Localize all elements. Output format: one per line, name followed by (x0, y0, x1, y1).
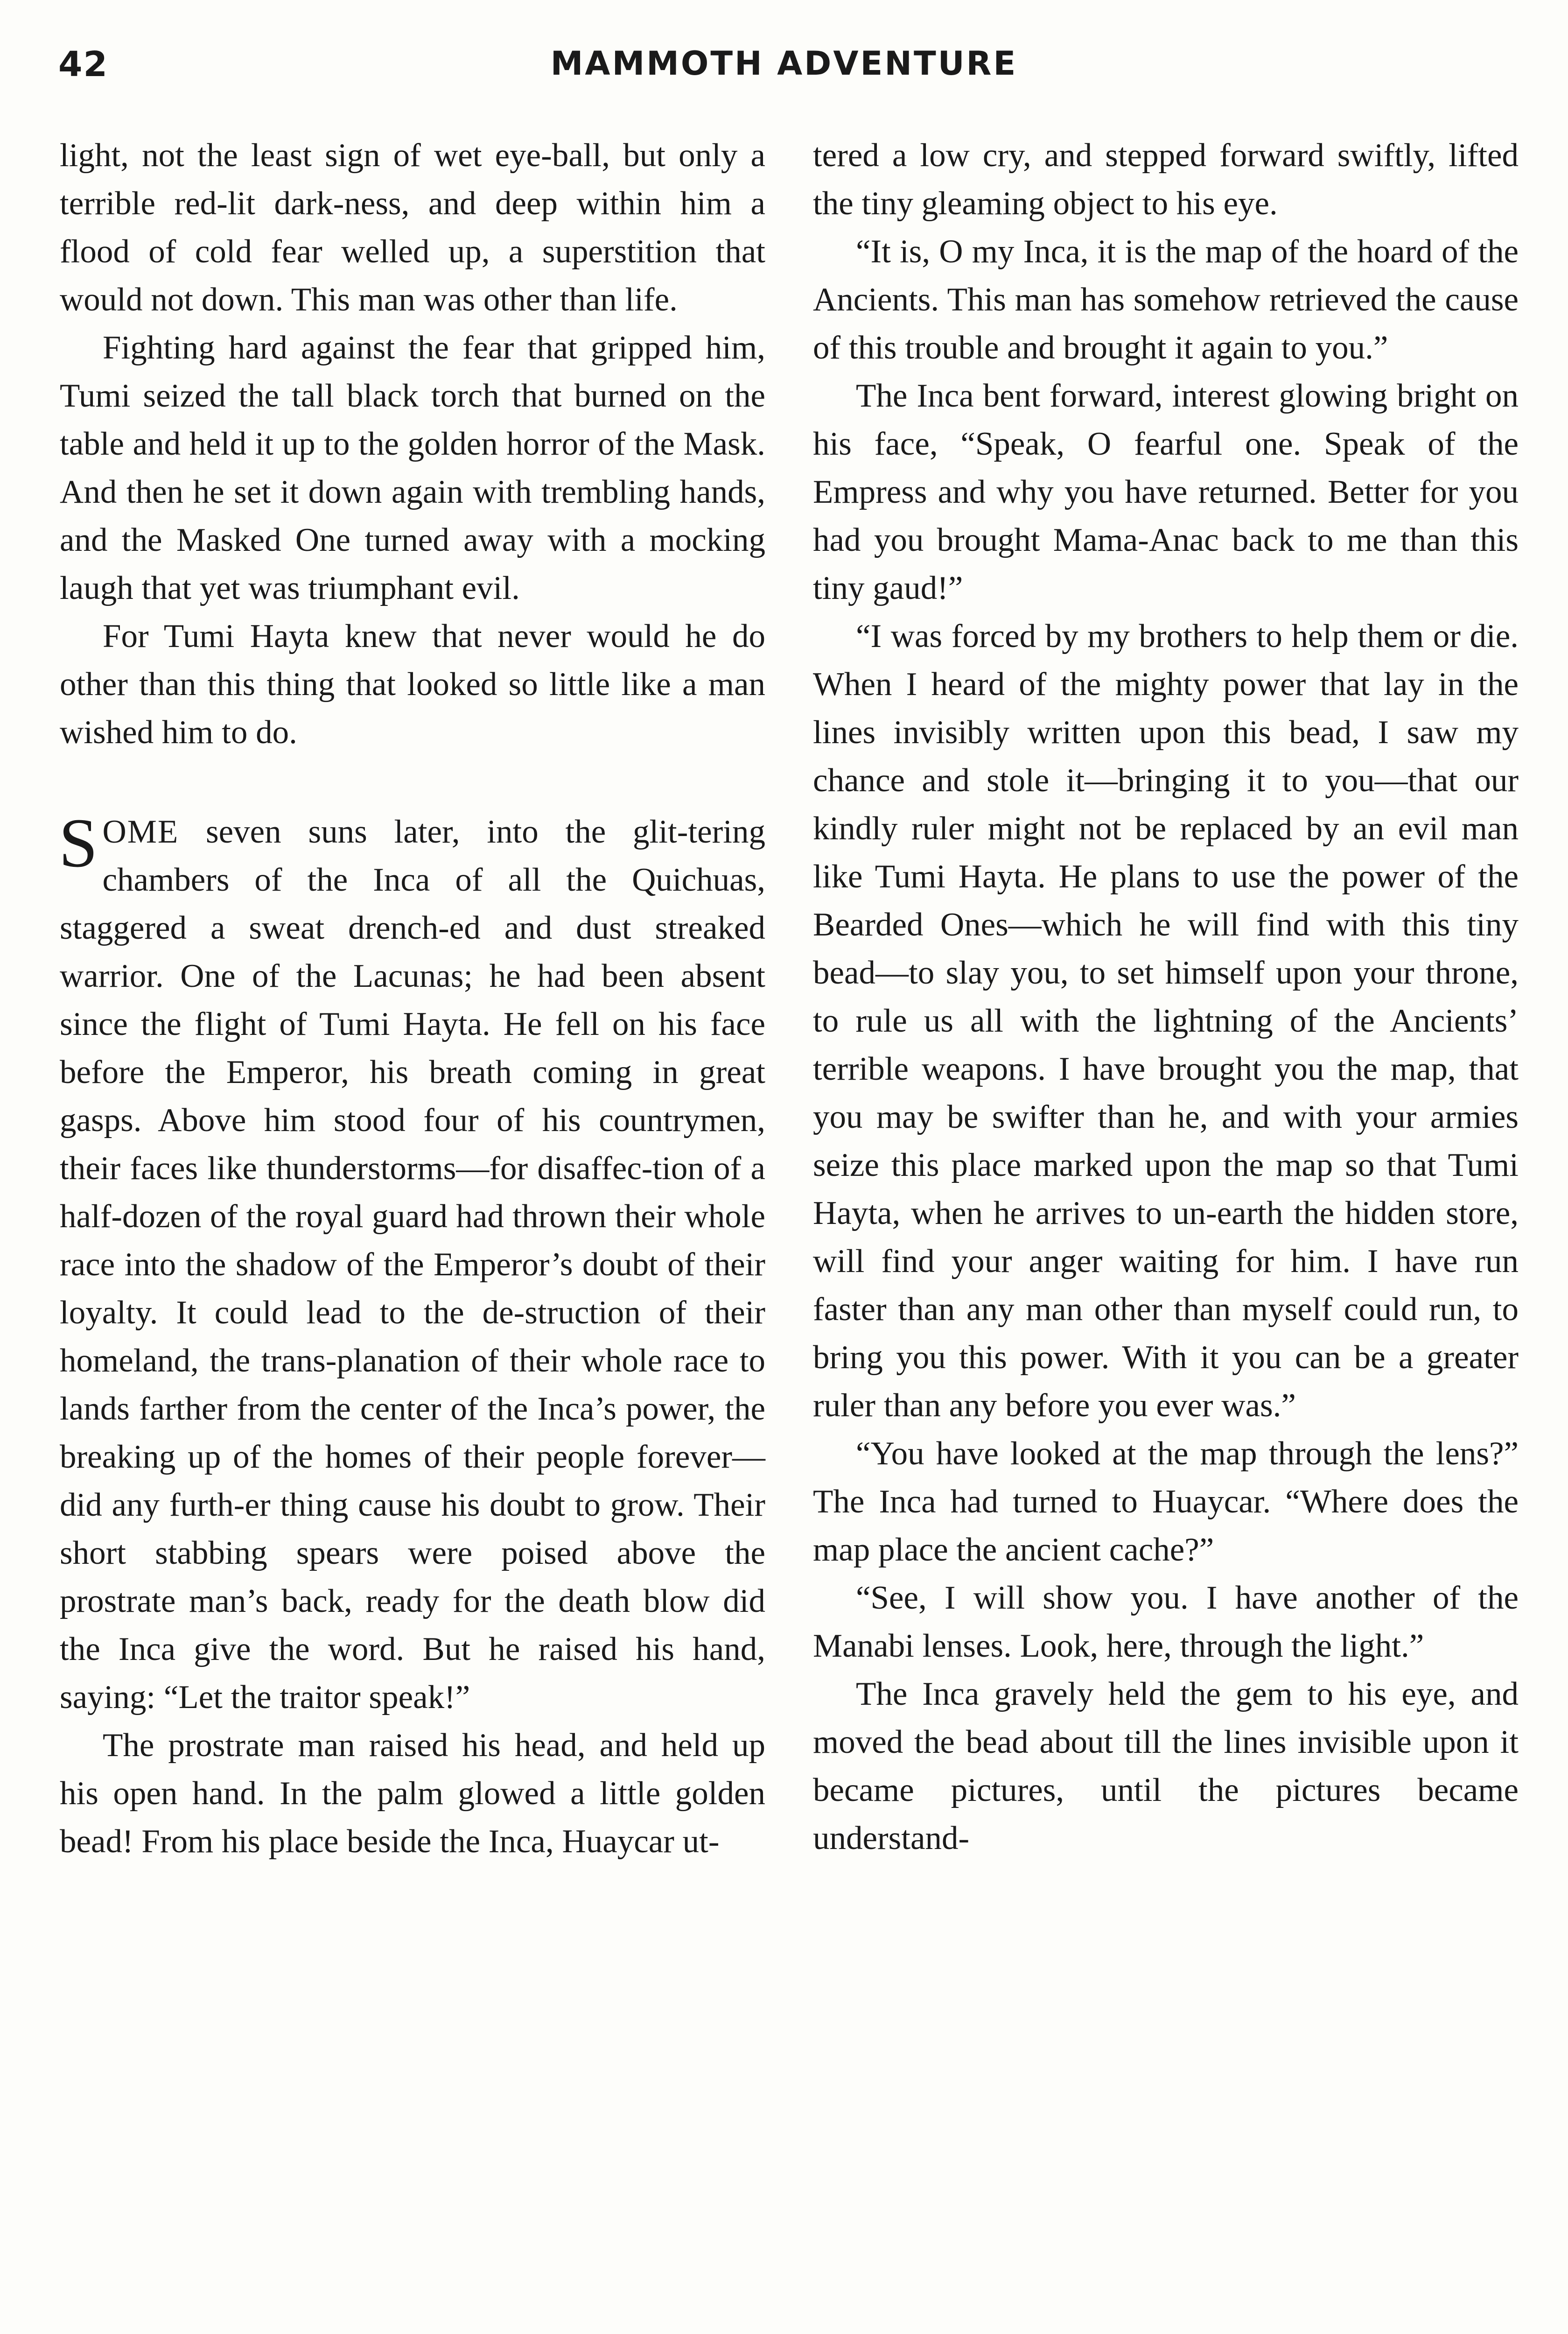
running-head: MAMMOTH ADVENTURE (550, 44, 1018, 83)
paragraph: The Inca bent forward, interest glowing bright on his face, “Speak, O fearful one. Speak of the Empress and why you have returned. Better for you had you brought Mama-Anac back to me than this tiny gaud!” (813, 378, 1519, 606)
paragraph: “It is, O my Inca, it is the map of the hoard of the Ancients. This man has somehow retrieved the cause of this trouble and brought it again to you.” (813, 233, 1519, 366)
page-number: 42 (58, 44, 108, 84)
paragraph: For Tumi Hayta knew that never would he do other than this thing that looked so little like a man wished him to do. (60, 618, 765, 751)
paragraph: tered a low cry, and stepped forward swiftly, lifted the tiny gleaming object to his eye. (813, 137, 1519, 222)
paragraph-text: seven suns later, into the glit-tering chambers of the Inca of all the Quichuas, staggered a sweat drench-ed and dust streaked warrior. One of the Lacunas; he had been absent since the flight of Tumi Hayta. He fell on his face before the Emperor, his breath coming in great gasps. Above him stood four of his countrymen, their faces like thunderstorms—for disaffec-tion of a half-dozen of the royal guard had thrown their whole race into the shadow of the Emperor’s doubt of their loyalty. It could lead to the de-struction of their homeland, the trans-planation of their whole race to lands farther from the center of the Inca’s power, the breaking up of the homes of their people forever—did any furth-er thing cause his doubt to grow. Their short stabbing spears were poised above the prostrate man’s back, ready for the death blow did the Inca give the word. But he raised his hand, saying: “Let the traitor speak!” (60, 814, 765, 1715)
paragraph: light, not the least sign of wet eye-ball, but only a terrible red-lit dark-ness, and deep within him a flood of cold fear welled up, a superstition that would not down. This man was other than life. (60, 137, 765, 318)
paragraph: “You have looked at the map through the lens?” The Inca had turned to Huaycar. “Where does the map place the ancient cache?” (813, 1435, 1519, 1568)
paragraph: “I was forced by my brothers to help them or die. When I heard of the mighty power that lay in the lines invisibly written upon this bead, I saw my chance and stole it—bringing it to you—that our kindly ruler might not be replaced by an evil man like Tumi Hayta. He plans to use the power of the Bearded Ones—which he will find with this tiny bead—to slay you, to set himself upon your throne, to rule us all with the lightning of the Ancients’ terrible weapons. I have brought you the map, that you may be swifter than he, and with your armies seize this place marked upon the map so that Tumi Hayta, when he arrives to un-earth the hidden store, will find your anger waiting for him. I have run faster than any man other than myself could run, to bring you this power. With it you can be a greater ruler than any before you ever was.” (813, 618, 1519, 1424)
small-caps-lead: OME (102, 814, 179, 850)
page-header (58, 44, 1510, 91)
right-column (813, 132, 1519, 1863)
section-opening-paragraph (59, 804, 765, 1722)
paragraph: The prostrate man raised his head, and held up his open hand. In the palm glowed a little golden bead! From his place beside the Inca, Huaycar ut- (60, 1727, 765, 1860)
left-column (60, 132, 765, 1866)
drop-cap: S (59, 804, 98, 882)
paragraph: Fighting hard against the fear that gripped him, Tumi seized the tall black torch that burned on the table and held it up to the golden horror of the Mask. And then he set it down again with trembling hands, and the Masked One turned away with a mocking laugh that yet was triumphant evil. (60, 330, 765, 606)
paragraph: “See, I will show you. I have another of the Manabi lenses. Look, here, through the light.” (813, 1580, 1519, 1664)
paragraph: The Inca gravely held the gem to his eye, and moved the bead about till the lines invisible upon it became pictures, until the pictures became understand- (813, 1676, 1519, 1856)
